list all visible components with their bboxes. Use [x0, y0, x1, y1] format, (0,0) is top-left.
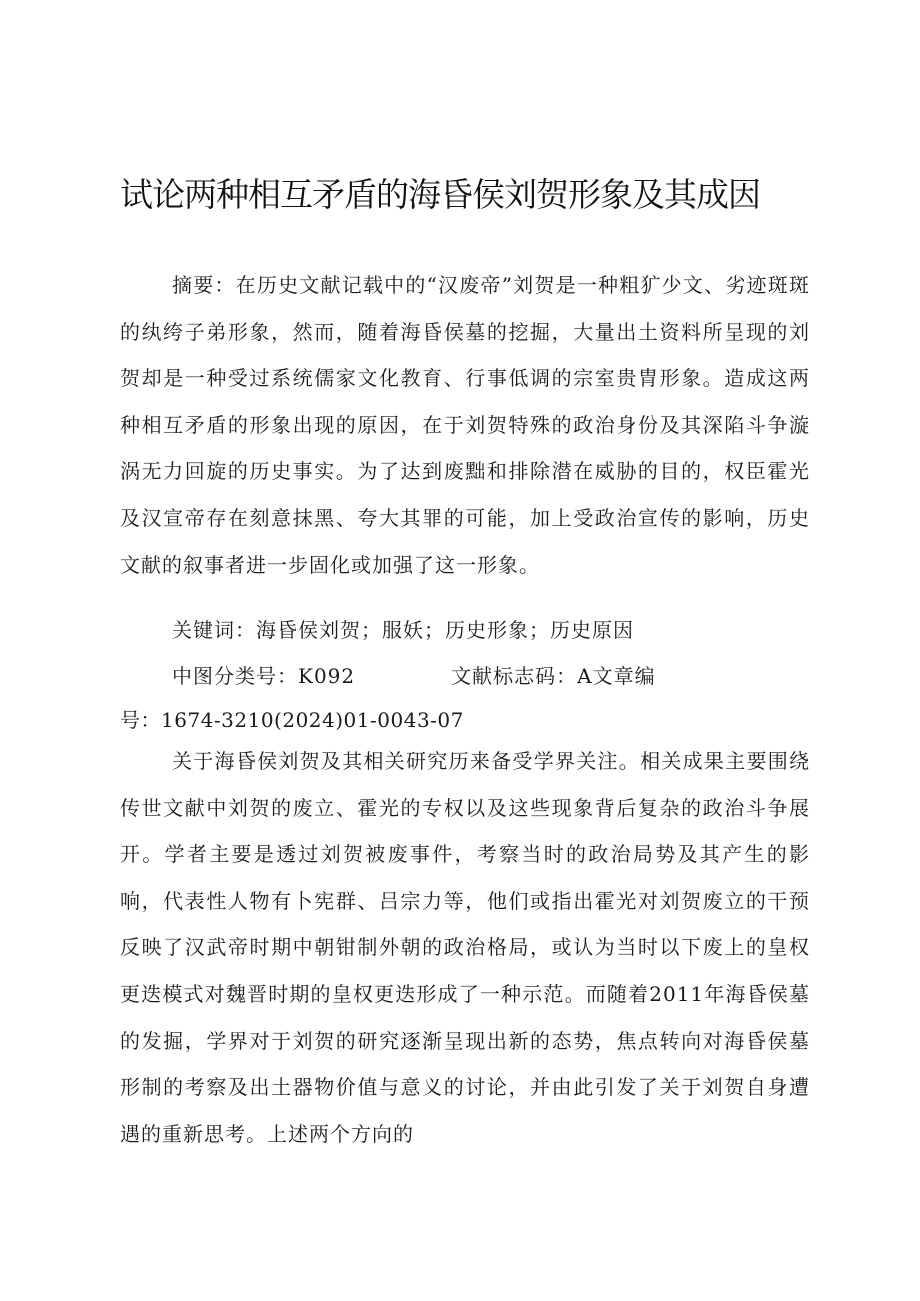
document-code: 文献标志码：A文章编 — [451, 664, 656, 688]
article-number: 号：1674-3210(2024)01-0043-07 — [120, 708, 464, 732]
body-paragraph: 关于海昏侯刘贺及其相关研究历来备受学界关注。相关成果主要围绕传世文献中刘贺的废立、霍光的专权以及这些现象背后复杂的政治斗争展开。学者主要是透过刘贺被废事件，考察当时的政治局势及其产生的影响，代表性人物有卜宪群、吕宗力等，他们或指出霍光对刘贺废立的干预反映了汉武帝时期中朝钳制外朝的政治格局，或认为当时以下废上的皇权更迭模式对魏晋时期的皇权更迭形成了一种示范。而随着2011年海昏侯墓的发掘，学界对于刘贺的研究逐渐呈现出新的态势，焦点转向对海昏侯墓形制的考察及出土器物价值与意义的讨论，并由此引发了关于刘贺自身遭遇的重新思考。上述两个方向的 — [120, 749, 810, 1146]
classification-line — [172, 654, 812, 698]
clc-number: 中图分类号：K092 — [172, 664, 356, 688]
article-title: 试论两种相互矛盾的海昏侯刘贺形象及其成因 — [120, 175, 760, 214]
keywords-line: 关键词：海昏侯刘贺；服妖；历史形象；历史原因 — [172, 618, 634, 642]
abstract-paragraph: 摘要：在历史文献记载中的“汉废帝”刘贺是一种粗犷少文、劣迹斑斑的纨绔子弟形象，然而，随着海昏侯墓的挖掘，大量出土资料所呈现的刘贺却是一种受过系统儒家文化教育、行事低调的宗室贵胄形象。造成这两种相互矛盾的形象出现的原因，在于刘贺特殊的政治身份及其深陷斗争漩涡无力回旋的历史事实。为了达到废黜和排除潜在威胁的目的，权臣霍光及汉宣帝存在刻意抹黑、夸大其罪的可能，加上受政治宣传的影响，历史文献的叙事者进一步固化或加强了这一形象。 — [120, 273, 810, 577]
